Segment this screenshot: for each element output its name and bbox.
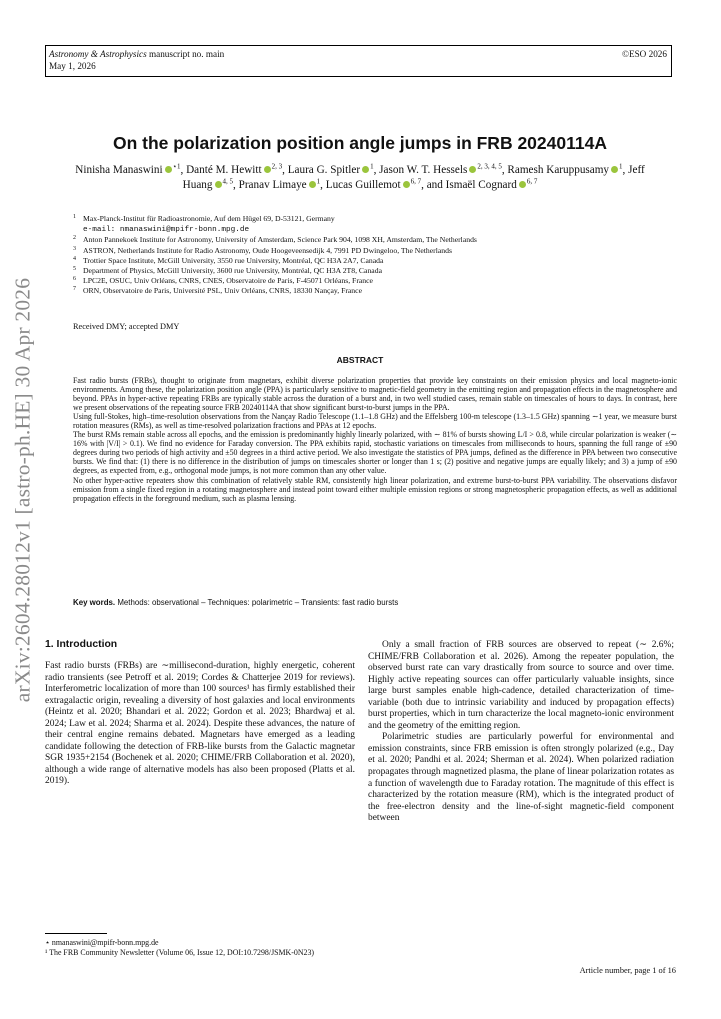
affiliation — [73, 224, 673, 235]
author-affil-marker: 6, 7 — [526, 177, 538, 186]
affiliation-text: ORN, Observatoire de Paris, Université PSL, Univ Orléans, CNRS, 18330 Nançay, France — [83, 286, 362, 296]
footnote: ¹ The FRB Community Newsletter (Volume 06, Issue 12, DOI:10.7298/JSMK-0N23) — [45, 948, 315, 957]
abstract-paragraph: Using full-Stokes, high–time-resolution observations from the Nançay Radio Telescope (1.1–1.8 GHz) and the Effelsberg 100-m telescope (1.3–1.5 GHz) spanning ∼1 year, we measure burst rotation measures (RMs), as well as time-resolved polarization fractions and PPAs at 12 epochs. — [73, 412, 677, 431]
keywords-text: Methods: observational – Techniques: polarimetric – Transients: fast radio bursts — [117, 598, 399, 607]
affiliation-number: 3 — [73, 245, 76, 252]
affiliation-text: e-mail: nmanaswini@mpifr-bonn.mpg.de — [83, 226, 250, 235]
abstract-body — [73, 376, 677, 503]
orcid-icon[interactable] — [309, 181, 316, 188]
author-name: Lucas Guillemot — [325, 179, 401, 191]
right-column — [368, 640, 674, 825]
body-paragraph: Fast radio bursts (FRBs) are ∼millisecond-duration, highly energetic, coherent radio transients (see Petroff et al. 2019; Cordes & Chatterjee 2019 for reviews). Interferometric localization of more than 100 sources¹ has firmly established their extragalactic origin, revealing a diversity of host galaxies and local environments (Heintz et al. 2020; Bhandari et al. 2022; Gordon et al. 2023; Bhardwaj et al. 2024; Law et al. 2024; Sharma et al. 2024). Despite these advances, the nature of their central engine remains debated. Magnetars have emerged as a leading candidate following the detection of FRB-like bursts from the Galactic magnetar SGR 1935+2154 (Bochenek et al. 2020; CHIME/FRB Collaboration et al. 2020), although a wide range of alternative models has also been proposed (Platts et al. 2019). — [45, 661, 355, 787]
affiliation-text: Max-Planck-Institut für Radioastronomie, Auf dem Hügel 69, D-53121, Germany — [83, 214, 335, 223]
author-name: Ismaël Cognard — [445, 179, 517, 191]
author-name: Jason W. T. Hessels — [379, 164, 468, 176]
paper-title: On the polarization position angle jumps in FRB 20240114A — [113, 133, 607, 153]
author-name: Pranav Limaye — [238, 179, 307, 191]
affiliation — [73, 266, 673, 276]
affiliation-text: Trottier Space Institute, McGill University, 3550 rue University, Montréal, QC H3A 2A7, Canada — [83, 255, 384, 265]
body-paragraph: Only a small fraction of FRB sources are observed to repeat (∼ 2.6%; CHIME/FRB Collaboration et al. 2026). Among the repeater population, the observed burst rate can vary drastically from source to source and over time. Highly active repeating sources can offer particularly valuable insights, since large burst samples enable high-cadence, detailed characterization of time-variable (both due to intrinsic variability and induced by propagation effects) burst properties, which in turn characterize the local magneto-ionic environment and the geometry of the emitting region. — [368, 640, 674, 731]
author-name: Danté M. Hewitt — [186, 164, 262, 176]
header-date: May 1, 2026 — [49, 61, 96, 71]
affiliation — [73, 256, 673, 266]
footnotes — [45, 938, 355, 958]
affiliation-text: LPC2E, OSUC, Univ Orléans, CNRS, CNES, Observatoire de Paris, F-45071 Orléans, France — [83, 276, 373, 286]
affiliation-text: Department of Physics, McGill University, 3600 rue University, Montréal, QC H3A 2T8, Canada — [83, 266, 382, 276]
author-affil-marker: 1 — [619, 162, 623, 171]
footnote: ⋆ nmanaswini@mpifr-bonn.mpg.de — [45, 938, 159, 947]
keywords-label: Key words. — [73, 598, 116, 607]
author-name: Laura G. Spitler — [287, 164, 361, 176]
affiliation-number: 5 — [73, 266, 76, 273]
left-column — [45, 661, 355, 788]
affiliation — [73, 235, 673, 245]
author-name: Jeff Huang — [182, 164, 645, 191]
footnote-rule — [45, 933, 107, 934]
author-list: Ninisha Manaswini $^{⋆1}$, Danté M. Hewitt $^{2, 3}$, Laura G. Spitler $^1$, Jason W. T. Hessels $^{2, 3, 4, 5}$, Ramesh Karuppusamy $^1$, Jeff Huang $^{4, 5}$, Pranav Limaye $^1$, Lucas Guillemot $^{6, 7}$, and Ismaël Cognard $^{6, 7}$ — [75, 162, 645, 191]
author-affil-marker: ⋆1 — [172, 162, 181, 171]
copyright: ©ESO 2026 — [621, 49, 667, 59]
author-affil-marker: 2, 3 — [271, 162, 283, 171]
affiliation-number: 6 — [73, 276, 76, 283]
manuscript-number: manuscript no. main — [148, 49, 225, 59]
received-line: Received DMY; accepted DMY — [73, 322, 180, 331]
orcid-icon[interactable] — [215, 181, 222, 188]
author-name: Ramesh Karuppusamy — [507, 164, 610, 176]
body-paragraph: Polarimetric studies are particularly powerful for environmental and emission constraints, since FRB emission is often strongly polarized (e.g., Day et al. 2020; Pandhi et al. 2024; Sherman et al. 2024). When polarized radiation propagates through magnetized plasma, the plane of linear polarization rotates as a function of wavelength due to Faraday rotation. The magnitude of this effect is characterized by the rotation measure (RM), which is the integrated product of the free-electron density and the line-of-sight magnetic-field component between — [368, 732, 674, 824]
journal-name: Astronomy & Astrophysics — [49, 49, 147, 59]
affiliation-number: 1 — [73, 214, 76, 220]
author-affil-marker: 1 — [316, 177, 321, 186]
author-name: Ninisha Manaswini — [75, 164, 163, 176]
abstract-paragraph: No other hyper-active repeaters show this combination of relatively stable RM, consistently high linear polarization, and extreme burst-to-burst PPA variability. The observations disfavor emission from a single fixed region in a rotating magnetosphere and instead point toward either multiple emission regions or strong magnetospheric propagation effects, as well as additional propagation effects in the foreground medium, such as plasma lensing. — [73, 475, 677, 503]
affiliation-list — [73, 214, 673, 297]
affiliation-number: 2 — [73, 235, 76, 242]
keywords — [73, 598, 677, 607]
section-heading: 1. Introduction — [45, 639, 118, 650]
author-affil-marker: 6, 7 — [410, 177, 422, 186]
orcid-icon[interactable] — [165, 166, 172, 173]
affiliation — [73, 276, 673, 286]
affiliation-number: 7 — [73, 286, 76, 293]
author-affil-marker: 2, 3, 4, 5 — [477, 162, 502, 171]
orcid-icon[interactable] — [611, 166, 618, 173]
abstract-paragraph: Fast radio bursts (FRBs), thought to originate from magnetars, exhibit diverse polarization properties that provide key constraints on their emission physics and local magneto-ionic environments. Among these, the polarization position angle (PPA) is particularly sensitive to magnetic-field geometry in the emitting region and propagation effects in the magnetosphere and beyond. PPAs in hyper-active repeating FRBs are typically stable across the duration of a burst and, in two well studied cases, remain stable on timescales of hours to days. In contrast, here we present observations of the repeating source FRB 20240114A that show significant burst-to-burst jumps in the PPA. — [73, 376, 677, 413]
arxiv-sidebar — [8, 260, 38, 720]
abstract-heading: ABSTRACT — [336, 355, 384, 365]
running-header — [45, 45, 672, 77]
arxiv-identifier: arXiv:2604.28012v1 [astro-ph.HE] 30 Apr 2026 — [10, 277, 35, 703]
affiliation — [73, 246, 673, 256]
affiliation-number: 4 — [73, 255, 76, 262]
author-affil-marker: 1 — [370, 162, 374, 171]
affiliation-text: Anton Pannekoek Institute for Astronomy, University of Amsterdam, Science Park 904, 1098 XH, Amsterdam, The Netherlands — [83, 235, 477, 245]
orcid-icon[interactable] — [469, 166, 476, 173]
author-affil-marker: 4, 5 — [222, 177, 233, 186]
orcid-icon[interactable] — [264, 166, 271, 173]
affiliation-text: ASTRON, Netherlands Institute for Radio Astronomy, Oude Hoogeveensedijk 4, 7991 PD Dwingeloo, The Netherlands — [83, 245, 452, 255]
orcid-icon[interactable] — [403, 181, 410, 188]
affiliation — [73, 286, 673, 296]
abstract-paragraph: The burst RMs remain stable across all epochs, and the emission is predominantly highly linearly polarized, with ∼ 81% of bursts showing L/I > 0.8, while circular polarization is weaker (∼ 16% with |V/I| > 0.1). We find no evidence for Faraday conversion. The PPA exhibits rapid, stochastic variations on timescales from milliseconds to hours, spanning the full range of ±90 degrees during two periods of high activity and ±50 degrees in a third active period. We also investigate the statistics of PPA jumps, defined as the difference in PPA between two consecutive bursts. We find that: (1) there is no difference in the distribution of jumps on timescales shorter or longer than 1 s; (2) positive and negative jumps are equally likely; and 3) a jump of ±90 degrees, as expected from, e.g., orthogonal mode jumps, is not more common than any other value. — [73, 430, 677, 476]
affiliation — [73, 214, 673, 224]
orcid-icon[interactable] — [519, 181, 526, 188]
orcid-icon[interactable] — [362, 166, 369, 173]
page-number: Article number, page 1 of 16 — [579, 966, 676, 975]
